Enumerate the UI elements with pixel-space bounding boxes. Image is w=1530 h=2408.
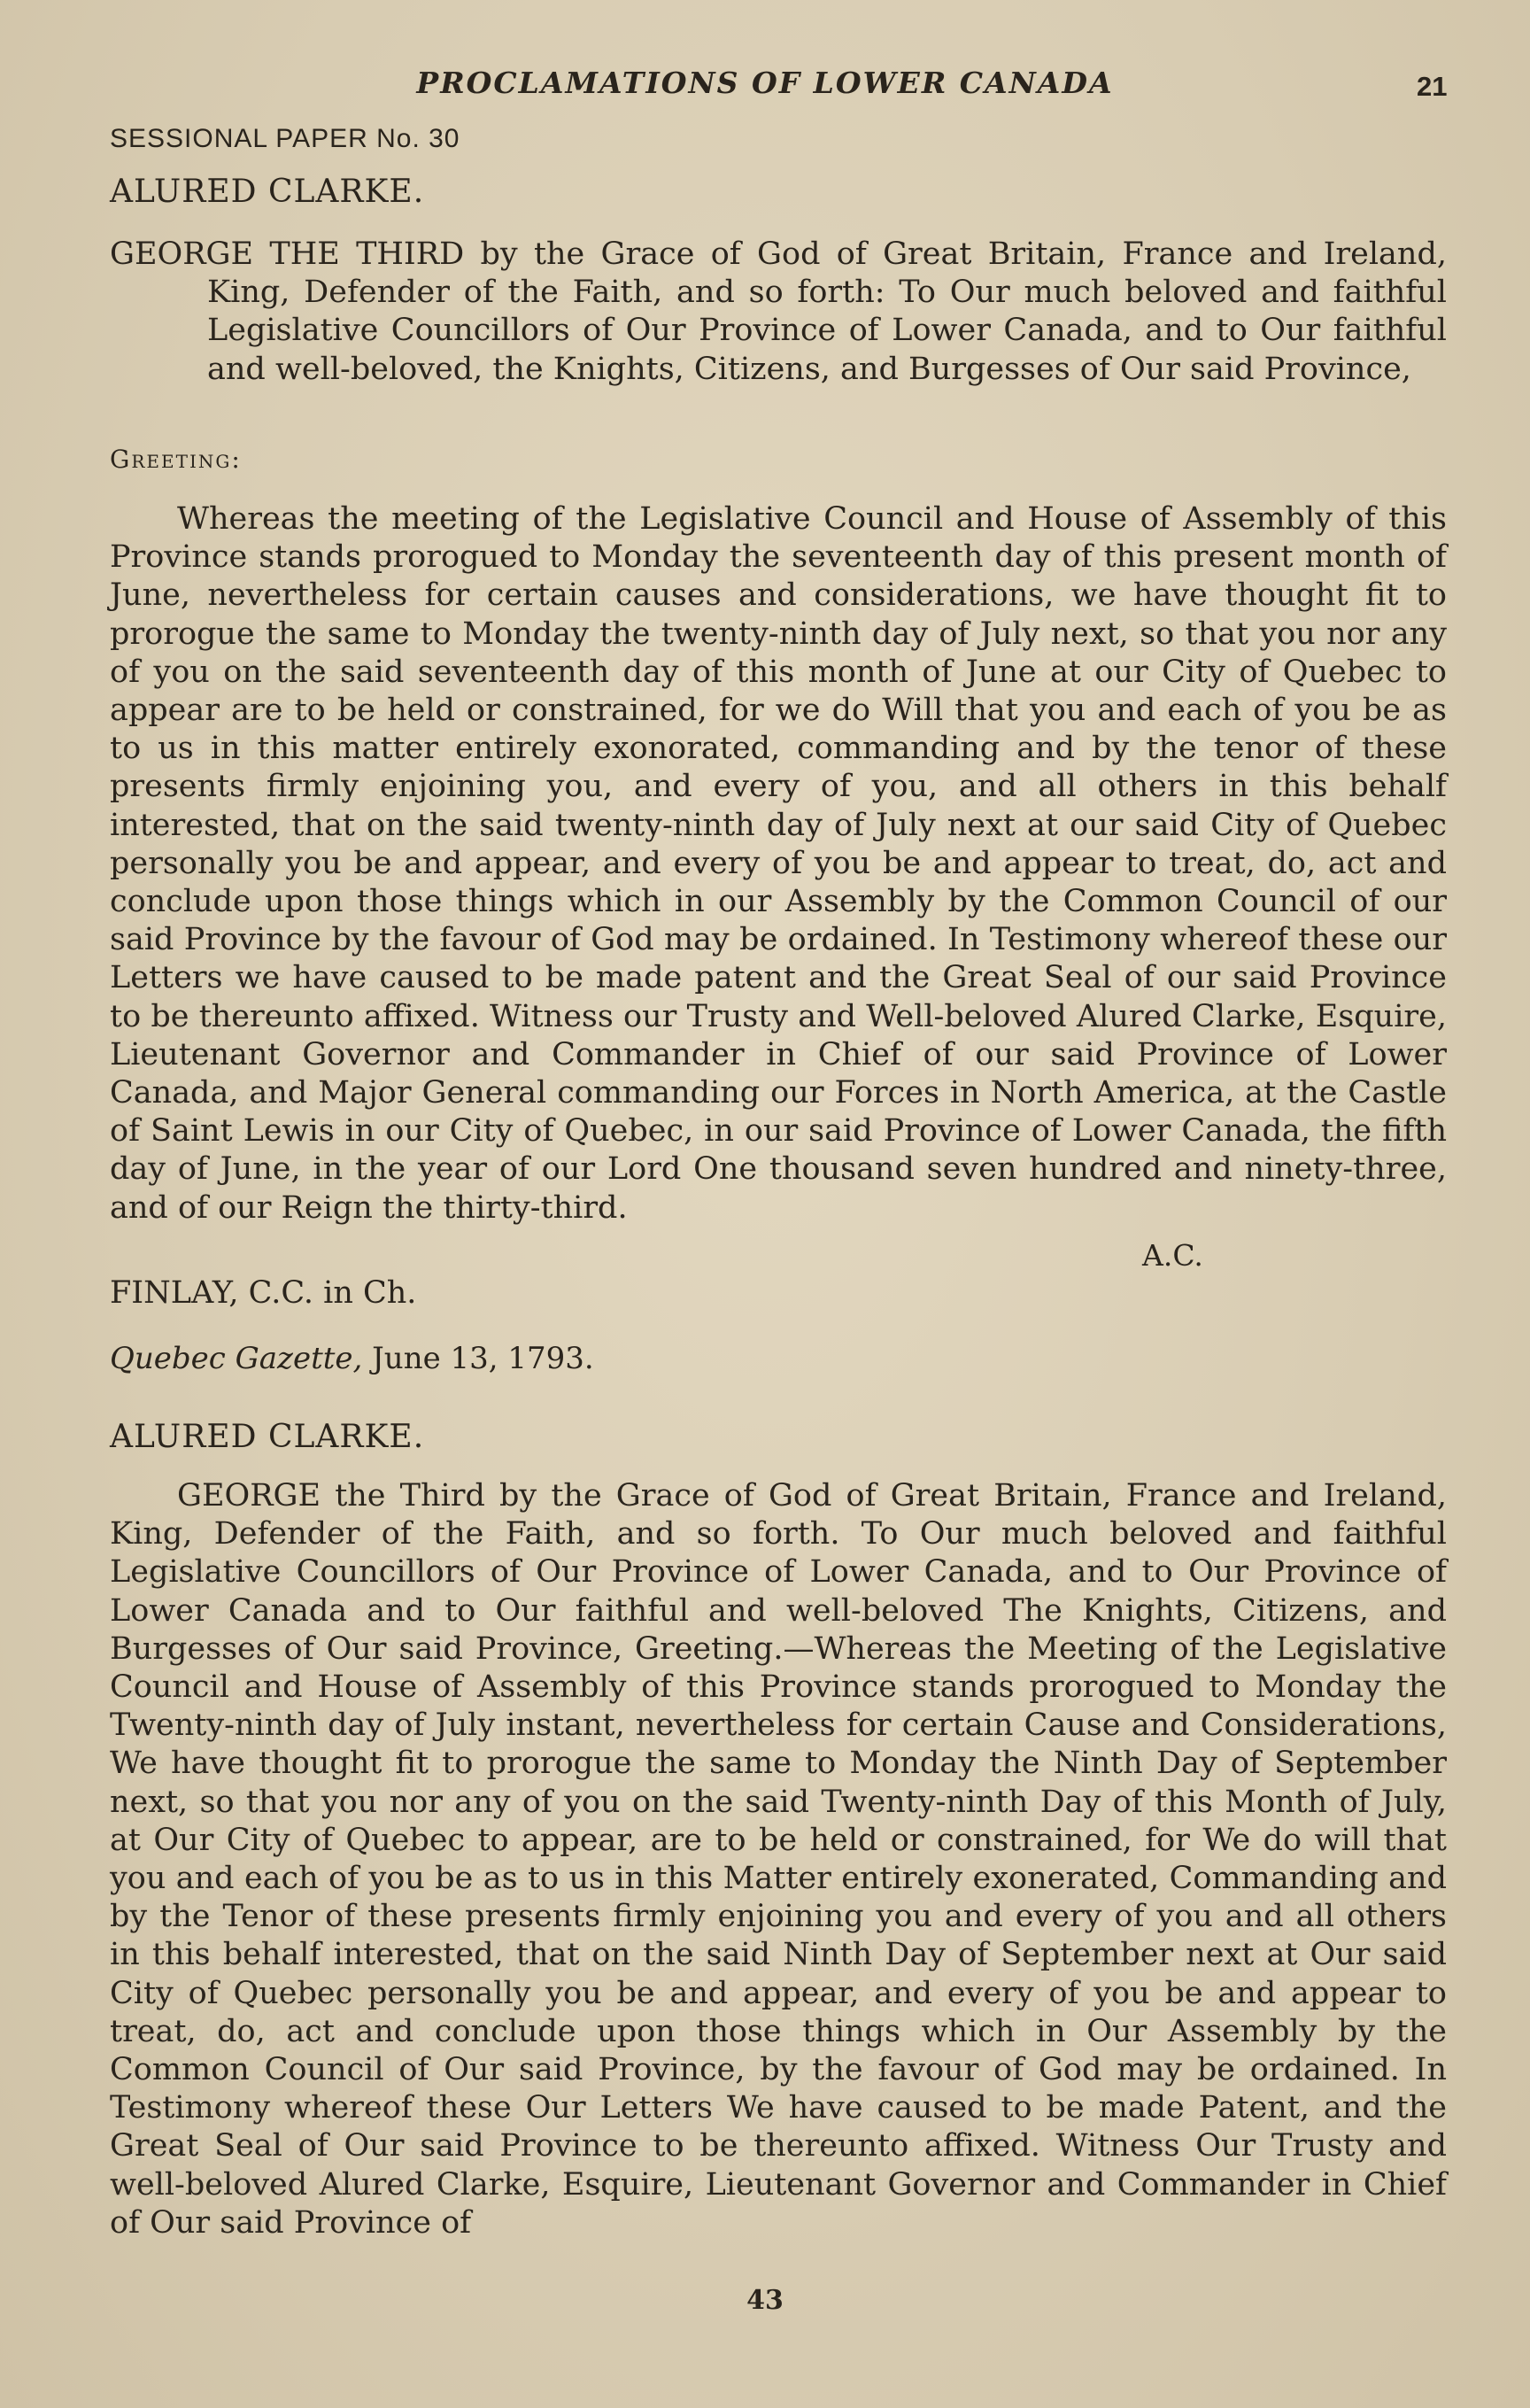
- source-date: June 13, 1793.: [372, 1341, 594, 1376]
- countersignature: FINLAY, C.C. in Ch.: [110, 1275, 417, 1311]
- sessional-paper-label: SESSIONAL PAPER No. 30: [110, 124, 460, 153]
- proclamation-2-issuer: ALURED CLARKE.: [110, 1419, 425, 1455]
- page-number-bottom: 43: [746, 2285, 784, 2316]
- initials-signature: A.C.: [1142, 1238, 1203, 1273]
- proclamation-1-issuer: ALURED CLARKE.: [110, 174, 425, 210]
- greeting-label: Greeting:: [110, 445, 242, 474]
- proclamation-1-body: Whereas the meeting of the Legislative Council and House of Assembly of this Province stands prorogued to Monday the seventeenth day of this present month of June, nevertheless for certain causes and considerations, we have thought fit to prorogue the same to Monday the twenty-ninth day of July next, so that you nor any of you on the said seventeenth day of this month of June at our City of Quebec to appear are to be held or constrained, for we do Will that you and each of you be as to us in this matter entirely exonorated, commanding and by the tenor of these presents firmly enjoining you, and every of you, and all others in this behalf interested, that on the said twenty-ninth day of July next at our said City of Quebec personally you be and appear, and every of you be and appear to treat, do, act and conclude upon those things which in our Assembly by the Common Council of our said Province by the favour of God may be ordained. In Testimony whereof these our Letters we have caused to be made patent and the Great Seal of our said Province to be thereunto affixed. Witness our Trusty and Well-beloved Alured Clarke, Esquire, Lieutenant Governor and Commander in Chief of our said Province of Lower Canada, and Major General commanding our Forces in North America, at the Castle of Saint Lewis in our City of Quebec, in our said Province of Lower Canada, the fifth day of June, in the year of our Lord One thousand seven hundred and ninety-three, and of our Reign the thirty-third.: [110, 501, 1447, 1226]
- running-title: PROCLAMATIONS OF LOWER CANADA: [416, 66, 1114, 100]
- page-number-top: 21: [1417, 71, 1448, 102]
- source-publication: Quebec Gazette,: [110, 1341, 363, 1376]
- proclamation-1-address: GEORGE THE THIRD by the Grace of God of Great Britain, France and Ireland, King, Defender of the Faith, and so forth: To Our much beloved and faithful Legislative Councillors of Our Province of Lower Canada, and to Our faithful and well-beloved, the Knights, Citizens, and Burgesses of Our said Province,: [110, 236, 1447, 387]
- source-citation: [110, 1341, 594, 1376]
- proclamation-2-body: GEORGE the Third by the Grace of God of Great Britain, France and Ireland, King, Defender of the Faith, and so forth. To Our much beloved and faithful Legislative Councillors of Our Province of Lower Canada, and to Our Province of Lower Canada and to Our faithful and well-beloved The Knights, Citizens, and Burgesses of Our said Province, Greeting.—Whereas the Meeting of the Legislative Council and House of Assembly of this Province stands prorogued to Monday the Twenty-ninth day of July instant, nevertheless for certain Cause and Considerations, We have thought fit to prorogue the same to Monday the Ninth Day of September next, so that you nor any of you on the said Twenty-ninth Day of this Month of July, at Our City of Quebec to appear, are to be held or constrained, for We do will that you and each of you be as to us in this Matter entirely exonerated, Commanding and by the Tenor of these presents firmly enjoining you and every of you and all others in this behalf interested, that on the said Ninth Day of September next at Our said City of Quebec personally you be and appear, and every of you be and appear to treat, do, act and conclude upon those things which in Our Assembly by the Common Council of Our said Province, by the favour of God may be ordained. In Testimony whereof these Our Letters We have caused to be made Patent, and the Great Seal of Our said Province to be thereunto affixed. Witness Our Trusty and well-beloved Alured Clarke, Esquire, Lieutenant Governor and Commander in Chief of Our said Province of: [110, 1478, 1447, 2241]
